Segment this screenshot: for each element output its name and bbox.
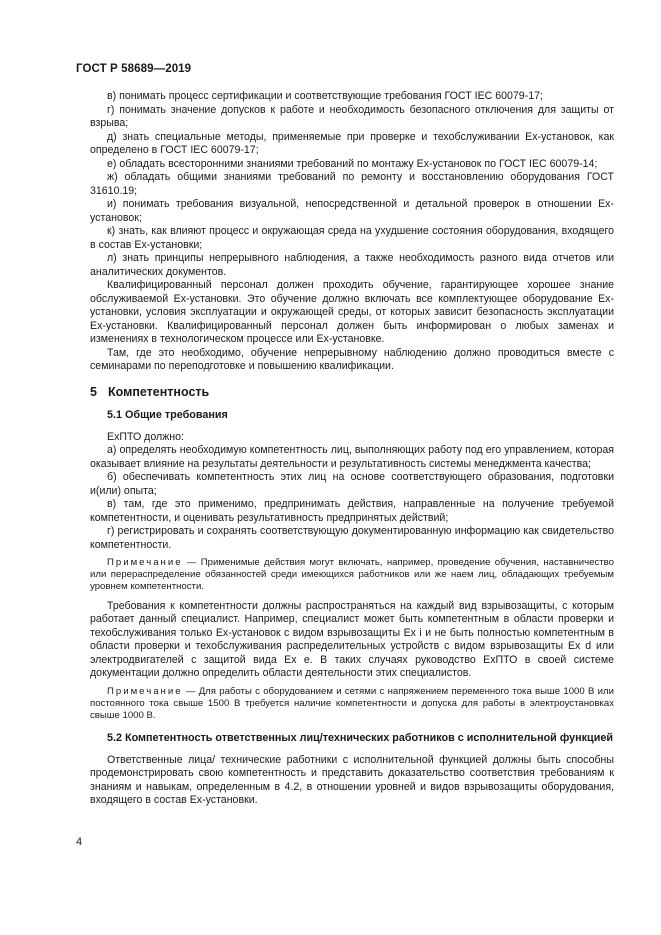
section-5-heading xyxy=(90,386,614,400)
list-item-k: к) знать, как влияют процесс и окружающая среда на ухудшение состояния оборудования, входящего в состав Ex-установки; xyxy=(90,225,614,251)
subsection-5-2-paragraph: Ответственные лица/ технические работники с исполнительной функцией должны быть способны продемонстрировать свою компетентность и представить доказательство соответствия требованиям к знаниям и навыкам, определенным в 4.2, в отношении уровней и видов взрывозащиты оборудования, входящего в состав Ex-установки. xyxy=(90,753,614,807)
subsection-5-1-heading: 5.1 Общие требования xyxy=(107,409,228,421)
subsection-5-1-intro: ЕхПТО должно: xyxy=(107,430,184,443)
list-item-v: в) понимать процесс сертификации и соответствующие требования ГОСТ IEC 60079-17; xyxy=(107,90,543,102)
note-2 xyxy=(90,686,614,723)
note-1 xyxy=(90,557,614,594)
page-content xyxy=(90,90,614,808)
list-item-e: е) обладать всесторонними знаниями требований по монтажу Ex-установок по ГОСТ IEC 60079-14; xyxy=(107,157,598,170)
list-item-d: д) знать специальные методы, применяемые при проверке и техобслуживании Ex-установок, как определено в ГОСТ IEC 60079-17; xyxy=(90,130,614,156)
note-1-label: Примечание xyxy=(107,557,183,568)
requirement-item-a: а) определять необходимую компетентность лиц, выполняющих работу под его управлением, которая оказывает влияние на результаты деятельности и результативность системы менеджмента качества; xyxy=(90,444,614,470)
requirement-item-g: г) регистрировать и сохранять соответствующую документированную информацию как свидетельство компетентности. xyxy=(90,525,614,551)
document-id-header: ГОСТ Р 58689—2019 xyxy=(76,63,192,75)
note-2-text: — Для работы с оборудованием и сетями с напряжением переменного тока выше 1000 В или постоянного тока свыше 1500 В требуется наличие компетентности и допуска для работы в электроустановках свыше 1000 В. xyxy=(90,685,614,722)
note-1-text: — Применимые действия могут включать, например, проведение обучения, наставничество или перераспределение обязанностей среди имеющихся работников или же наем лиц, обладающих требуемым уровнем компетентности. xyxy=(90,557,614,593)
training-paragraph: Квалифицированный персонал должен проходить обучение, гарантирующее хорошее знание обслуживаемой Ex-установки. Это обучение должно включать все комплектующее оборудование Ex-установки, условия эксплуатации и окружающей среды, от которых зависит безопасность эксплуатации Ex-установки. Квалифицированный персонал должен быть информирован о любых заменах и изменениях в технологическом процессе или Ex-установке. xyxy=(90,279,614,345)
list-item-i: и) понимать требования визуальной, непосредственной и детальной проверок в отношении Ex-установок; xyxy=(90,198,614,224)
requirement-item-v: в) там, где это применимо, предпринимать действия, направленные на получение требуемой компетентности, и оценивать результативность предпринятых действий; xyxy=(90,498,614,524)
subsection-5-2-heading: 5.2 Компетентность ответственных лиц/технических работников с исполнительной функцией xyxy=(107,732,613,745)
list-item-g: г) понимать значение допусков к работе и необходимость безопасного отключения для защиты от взрыва; xyxy=(90,103,614,129)
list-item-l: л) знать принципы непрерывного наблюдения, а также необходимость разного вида отчетов или аналитических документов. xyxy=(90,252,614,278)
section-5-title: Компетентность xyxy=(108,384,210,399)
competence-requirements-paragraph: Требования к компетентности должны распространяться на каждый вид взрывозащиты, с которым работает данный специалист. Например, специалист может быть компетентным в области проверки и техобслуживания только Ex-установок с видом взрывозащиты Ex i и не быть полностью компетентным в области проверки и техобслуживания распределительных устройств с видом взрывозащиты Ex d или электродвигателей с защитой вида Ex e. В таких случаях руководство ЕхПТО в своей системе документации должно определить области деятельности этих специалистов. xyxy=(90,599,614,680)
continuous-monitoring-paragraph: Там, где это необходимо, обучение непрерывному наблюдению должно проводиться вместе с семинарами по переподготовке и повышению квалификации. xyxy=(90,346,614,372)
requirement-item-b: б) обеспечивать компетентность этих лиц на основе соответствующего образования, подготовки и(или) опыта; xyxy=(90,471,614,497)
section-5-number: 5 xyxy=(90,384,97,399)
list-item-zh: ж) обладать общими знаниями требований по ремонту и восстановлению оборудования ГОСТ 31610.19; xyxy=(90,171,614,197)
page-number: 4 xyxy=(76,836,83,848)
note-2-label: Примечание xyxy=(107,685,183,697)
